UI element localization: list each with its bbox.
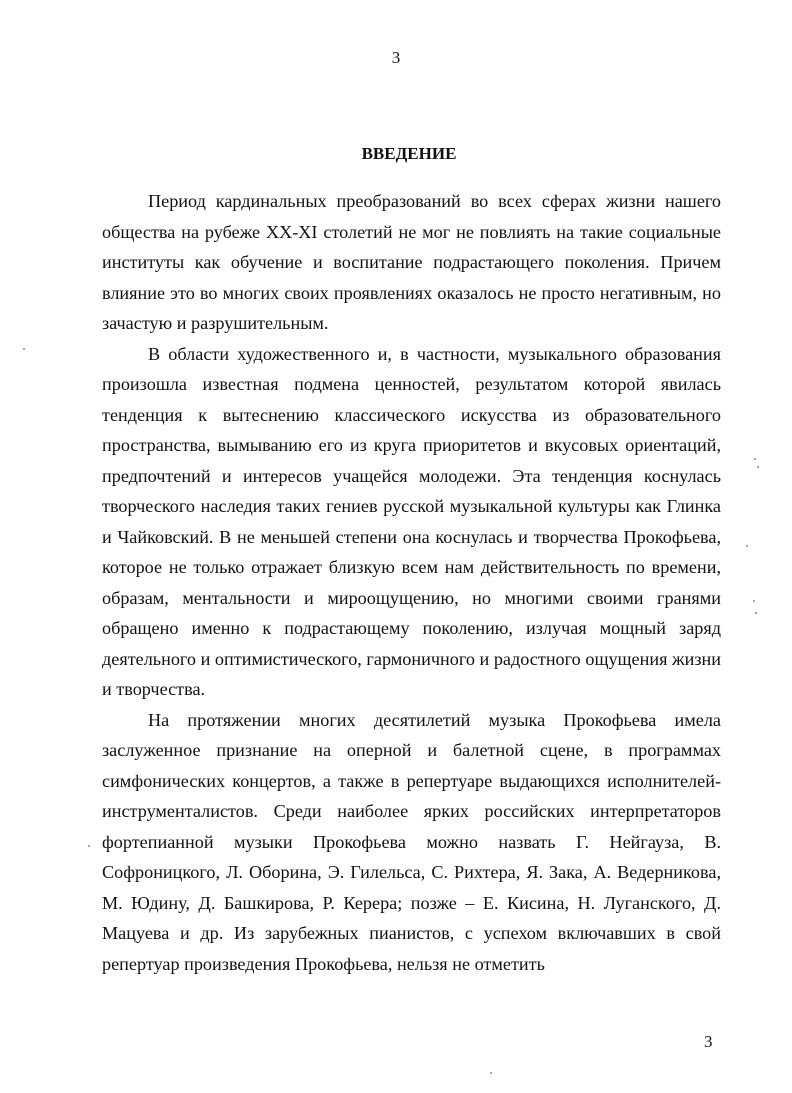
scan-speck xyxy=(88,845,90,847)
scan-speck xyxy=(746,545,748,547)
paragraph-1: Период кардинальных преобразований во всех сферах жизни нашего общества на рубеже XX-XI столетий не мог не повлиять на такие социальные институты как обучение и воспитание подрастающего поколения. Причем влияние это во многих своих проявлениях оказалось не просто негативным, но зачастую и разрушительным. xyxy=(102,191,721,333)
scan-speck xyxy=(755,612,757,614)
page-number-bottom: 3 xyxy=(704,1032,713,1051)
scan-speck xyxy=(23,348,25,350)
paragraph-2: В области художественного и, в частности, музыкального образования произошла известная подмена ценностей, результатом которой явилась тенденция к вытеснению классического искусства из образовательного пространства, вымыванию его из круга приоритетов и вкусовых ориентаций, предпочтений и интересов учащейся молодежи. Эта тенденция коснулась творческого наследия таких гениев русской музыкальной культуры как Глинка и Чайковский. В не меньшей степени она коснулась и творчества Прокофьева, которое не только отражает близкую всем нам действительность по времени, образам, ментальности и мироощущению, но многими своими гранями обращено именно к подрастающему поколению, излучая мощный заряд деятельного и оптимистического, гармоничного и радостного ощущения жизни и творчества. xyxy=(102,343,721,699)
scan-speck xyxy=(490,1072,492,1074)
section-title: ВВЕДЕНИЕ xyxy=(361,144,457,163)
scan-speck xyxy=(753,600,755,602)
paragraph-3: На протяжении многих десятилетий музыка Прокофьева имела заслуженное признание на оперной и балетной сцене, в программах симфонических концертов, а также в репертуаре выдающихся исполнителей-инструменталистов. Среди наиболее ярких российских интерпретаторов фортепианной музыки Прокофьева можно назвать Г. Нейгауза, В. Софроницкого, Л. Оборина, Э. Гилельса, С. Рихтера, Я. Зака, А. Ведерникова, М. Юдину, Д. Башкирова, Р. Керера; позже – Е. Кисина, Н. Луганского, Д. Мацуева и др. Из зарубежных пианистов, с успехом включавших в свой репертуар произведения Прокофьева, нельзя не отметить xyxy=(102,709,721,974)
scan-speck xyxy=(757,466,759,468)
document-body xyxy=(102,186,721,979)
scan-speck xyxy=(754,458,756,460)
page-number-top: 3 xyxy=(391,48,401,67)
